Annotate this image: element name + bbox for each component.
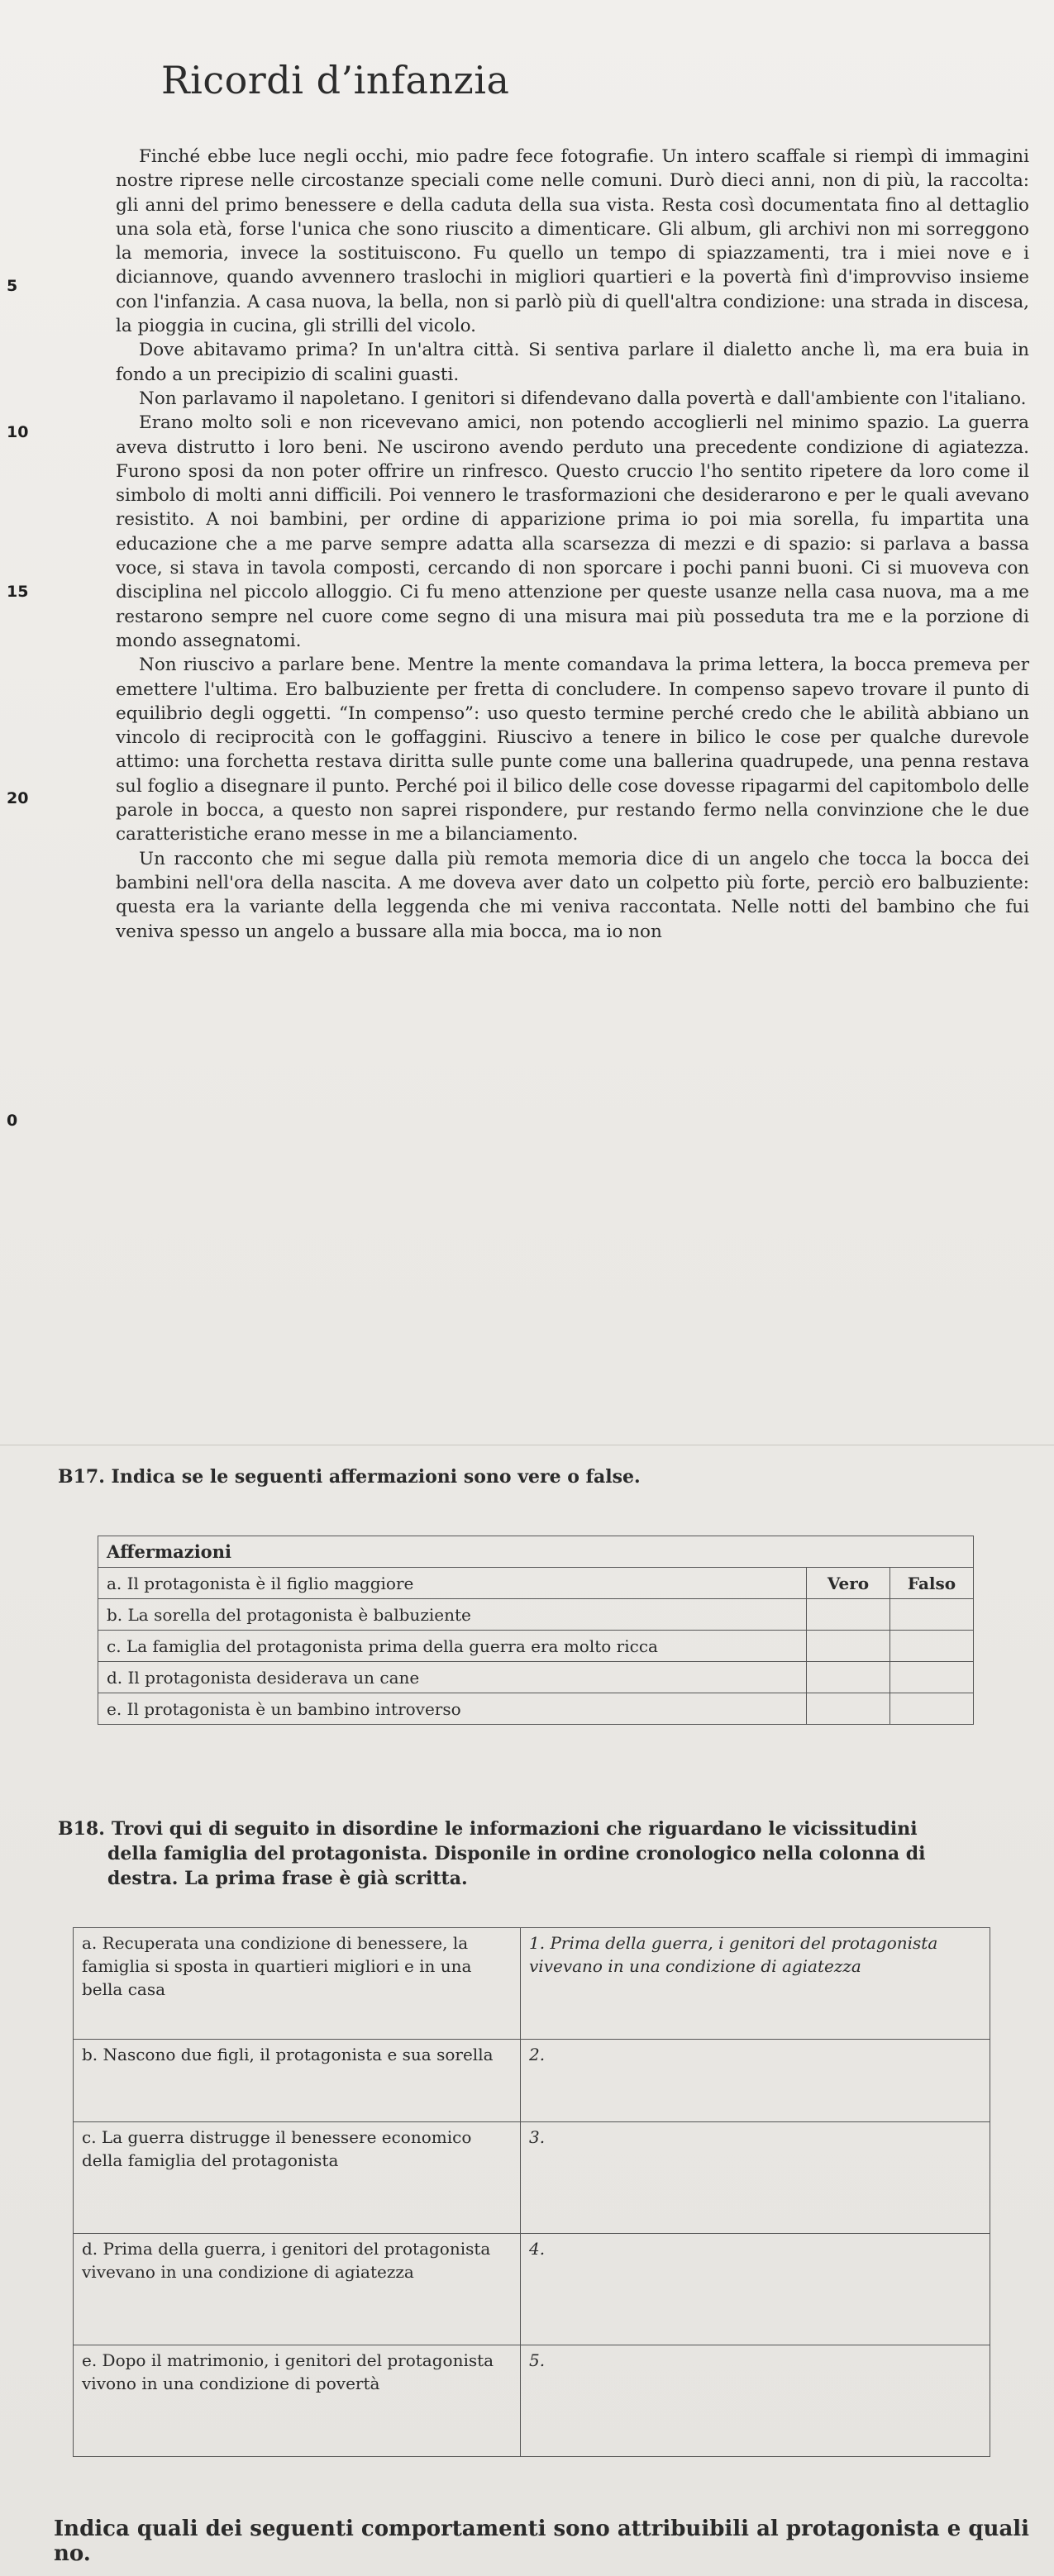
falso-checkbox-cell[interactable] [890, 1662, 974, 1693]
paragraph: Erano molto soli e non ricevevano amici, non potendo accoglierli nel minimo spazio. La guerra aveva distrutto i loro beni. Ne uscirono avendo perduto una precedente condizione di agiatezza. Furono sposi da non poter offrire un rinfresco. Questo cruccio l'ho sentito ripetere da loro come il simbolo di molti anni difficili. Poi vennero le trasformazioni che desiderarono e per le quali avevano resistito. A noi bambini, per ordine di apparizione prima io poi mia sorella, fu impartita una educazione che a me parve sempre adatta alla scarsezza di mezzi e di spazio: si parlava a bassa voce, si stava in tavola composti, cercando di non sporcare i pochi panni buoni. Ci si muoveva con disciplina nel piccolo alloggio. Ci fu meno attenzione per queste usanze nella casa nuova, ma a me restarono sempre nel cuore come segno di una misura mai più posseduta tra me e la porzione di mondo assegnatomi. [116, 412, 1029, 651]
event-cell: d. Prima della guerra, i genitori del protagonista vivevano in una condizione di agiatezza [74, 2234, 521, 2345]
line-number: 5 [7, 277, 18, 295]
event-cell: b. Nascono due figli, il protagonista e sua sorella [74, 2040, 521, 2122]
statement-cell: d. Il protagonista desiderava un cane [98, 1662, 807, 1693]
event-cell: c. La guerra distrugge il benessere economico della famiglia del protagonista [74, 2122, 521, 2234]
paragraph: Non riuscivo a parlare bene. Mentre la mente comandava la prima lettera, la bocca premeva per emettere l'ultima. Ero balbuziente per fretta di concludere. In compenso sapevo trovare il punto di equilibrio degli oggetti. “In compenso”: uso questo termine perché credo che le abilità abbiano un vincolo di reciprocità con le goffaggini. Riuscivo a tenere in bilico le cose per qualche durevole attimo: una forchetta restava diritta sulle punte come una ballerina quadrupede, una penna restava sul foglio a disegnare il punto. Perché poi il bilico delle cose dovesse ripagarmi del capitombolo delle parole in bocca, a questo non saprei rispondere, pur restando fermo nella convinzione che le due caratteristiche erano messe in me a bilanciamento. [116, 655, 1029, 845]
question-text: Trovi qui di seguito in disordine le informazioni che riguardano le vicissitudini [111, 1818, 918, 1840]
answer-cell[interactable]: 4. [521, 2234, 990, 2345]
next-question-text: Indica quali dei seguenti comportamenti sono attribuibili al protagonista e quali no. [54, 2516, 1030, 2566]
line-number: 0 [7, 1112, 18, 1130]
falso-checkbox-cell[interactable] [890, 1599, 974, 1631]
vero-checkbox-cell[interactable] [807, 1662, 890, 1693]
answer-cell: 1. Prima della guerra, i genitori del protagonista vivevano in una condizione di agiatezza [521, 1928, 990, 2040]
paragraph: Dove abitavamo prima? In un'altra città. Si sentiva parlare il dialetto anche lì, ma era buia in fondo a un precipizio di scalini guasti. [116, 340, 1029, 385]
paragraph: Finché ebbe luce negli occhi, mio padre fece fotografie. Un intero scaffale si riempì di immagini nostre riprese nelle circostanze speciali come nelle comuni. Durò dieci anni, non di più, la raccolta: gli anni del primo benessere e della caduta della sua vista. Resta così documentata fino al dettaglio una sola età, forse l'unica che sono riuscito a dimenticare. Gli album, gli archivi non mi sorreggono la memoria, invece la sostituiscono. Fu quello un tempo di spiazzamenti, tra i miei nove e i diciannove, quando avvennero traslochi in migliori quartieri e la povertà finì d'improvviso insieme con l'infanzia. A casa nuova, la bella, non si parlò più di quell'altra condizione: una strada in discesa, la pioggia in cucina, gli strilli del vicolo. [116, 146, 1029, 337]
event-cell: a. Recuperata una condizione di benessere, la famiglia si sposta in quartieri migliori e in una bella casa [74, 1928, 521, 2040]
question-b18-label [58, 1817, 1000, 1891]
statement-cell: b. La sorella del protagonista è balbuziente [98, 1599, 807, 1631]
answer-cell[interactable]: 5. [521, 2345, 990, 2457]
falso-checkbox-cell[interactable] [890, 1631, 974, 1662]
event-cell: e. Dopo il matrimonio, i genitori del protagonista vivono in una condizione di povertà [74, 2345, 521, 2457]
story-text [116, 145, 1029, 944]
line-number: 15 [7, 583, 29, 601]
line-number: 10 [7, 423, 29, 441]
vero-checkbox-cell[interactable] [807, 1631, 890, 1662]
statement-cell: c. La famiglia del protagonista prima della guerra era molto ricca [98, 1631, 807, 1662]
page-title: Ricordi d’infanzia [161, 58, 510, 102]
vero-checkbox-cell[interactable] [807, 1693, 890, 1725]
statement-cell: e. Il protagonista è un bambino introverso [98, 1693, 807, 1725]
question-text: della famiglia del protagonista. Disponile in ordine cronologico nella colonna di [107, 1843, 926, 1864]
line-number: 20 [7, 789, 29, 807]
chronology-table [73, 1927, 990, 2457]
true-false-table [98, 1536, 974, 1725]
question-b17-label: B17. Indica se le seguenti affermazioni sono vere o false. [58, 1466, 641, 1488]
paragraph: Un racconto che mi segue dalla più remota memoria dice di un angelo che tocca la bocca dei bambini nell'ora della nascita. A me doveva aver dato un colpetto più forte, perciò ero balbuziente: questa era la variante della leggenda che mi veniva raccontata. Nelle notti del bambino che fui veniva spesso un angelo a bussare alla mia bocca, ma io non [116, 848, 1029, 942]
column-header-vero: Vero [807, 1568, 890, 1599]
answer-cell[interactable]: 2. [521, 2040, 990, 2122]
question-number: B18. [58, 1818, 105, 1840]
falso-checkbox-cell[interactable] [890, 1693, 974, 1725]
paragraph: Non parlavamo il napoletano. I genitori si difendevano dalla povertà e dall'ambiente con l'italiano. [139, 388, 1027, 409]
table-header: Affermazioni [98, 1536, 974, 1568]
answer-cell[interactable]: 3. [521, 2122, 990, 2234]
column-header-falso: Falso [890, 1568, 974, 1599]
vero-checkbox-cell[interactable] [807, 1599, 890, 1631]
statement-cell: a. Il protagonista è il figlio maggiore [98, 1568, 807, 1599]
question-text: destra. La prima frase è già scritta. [107, 1868, 468, 1889]
